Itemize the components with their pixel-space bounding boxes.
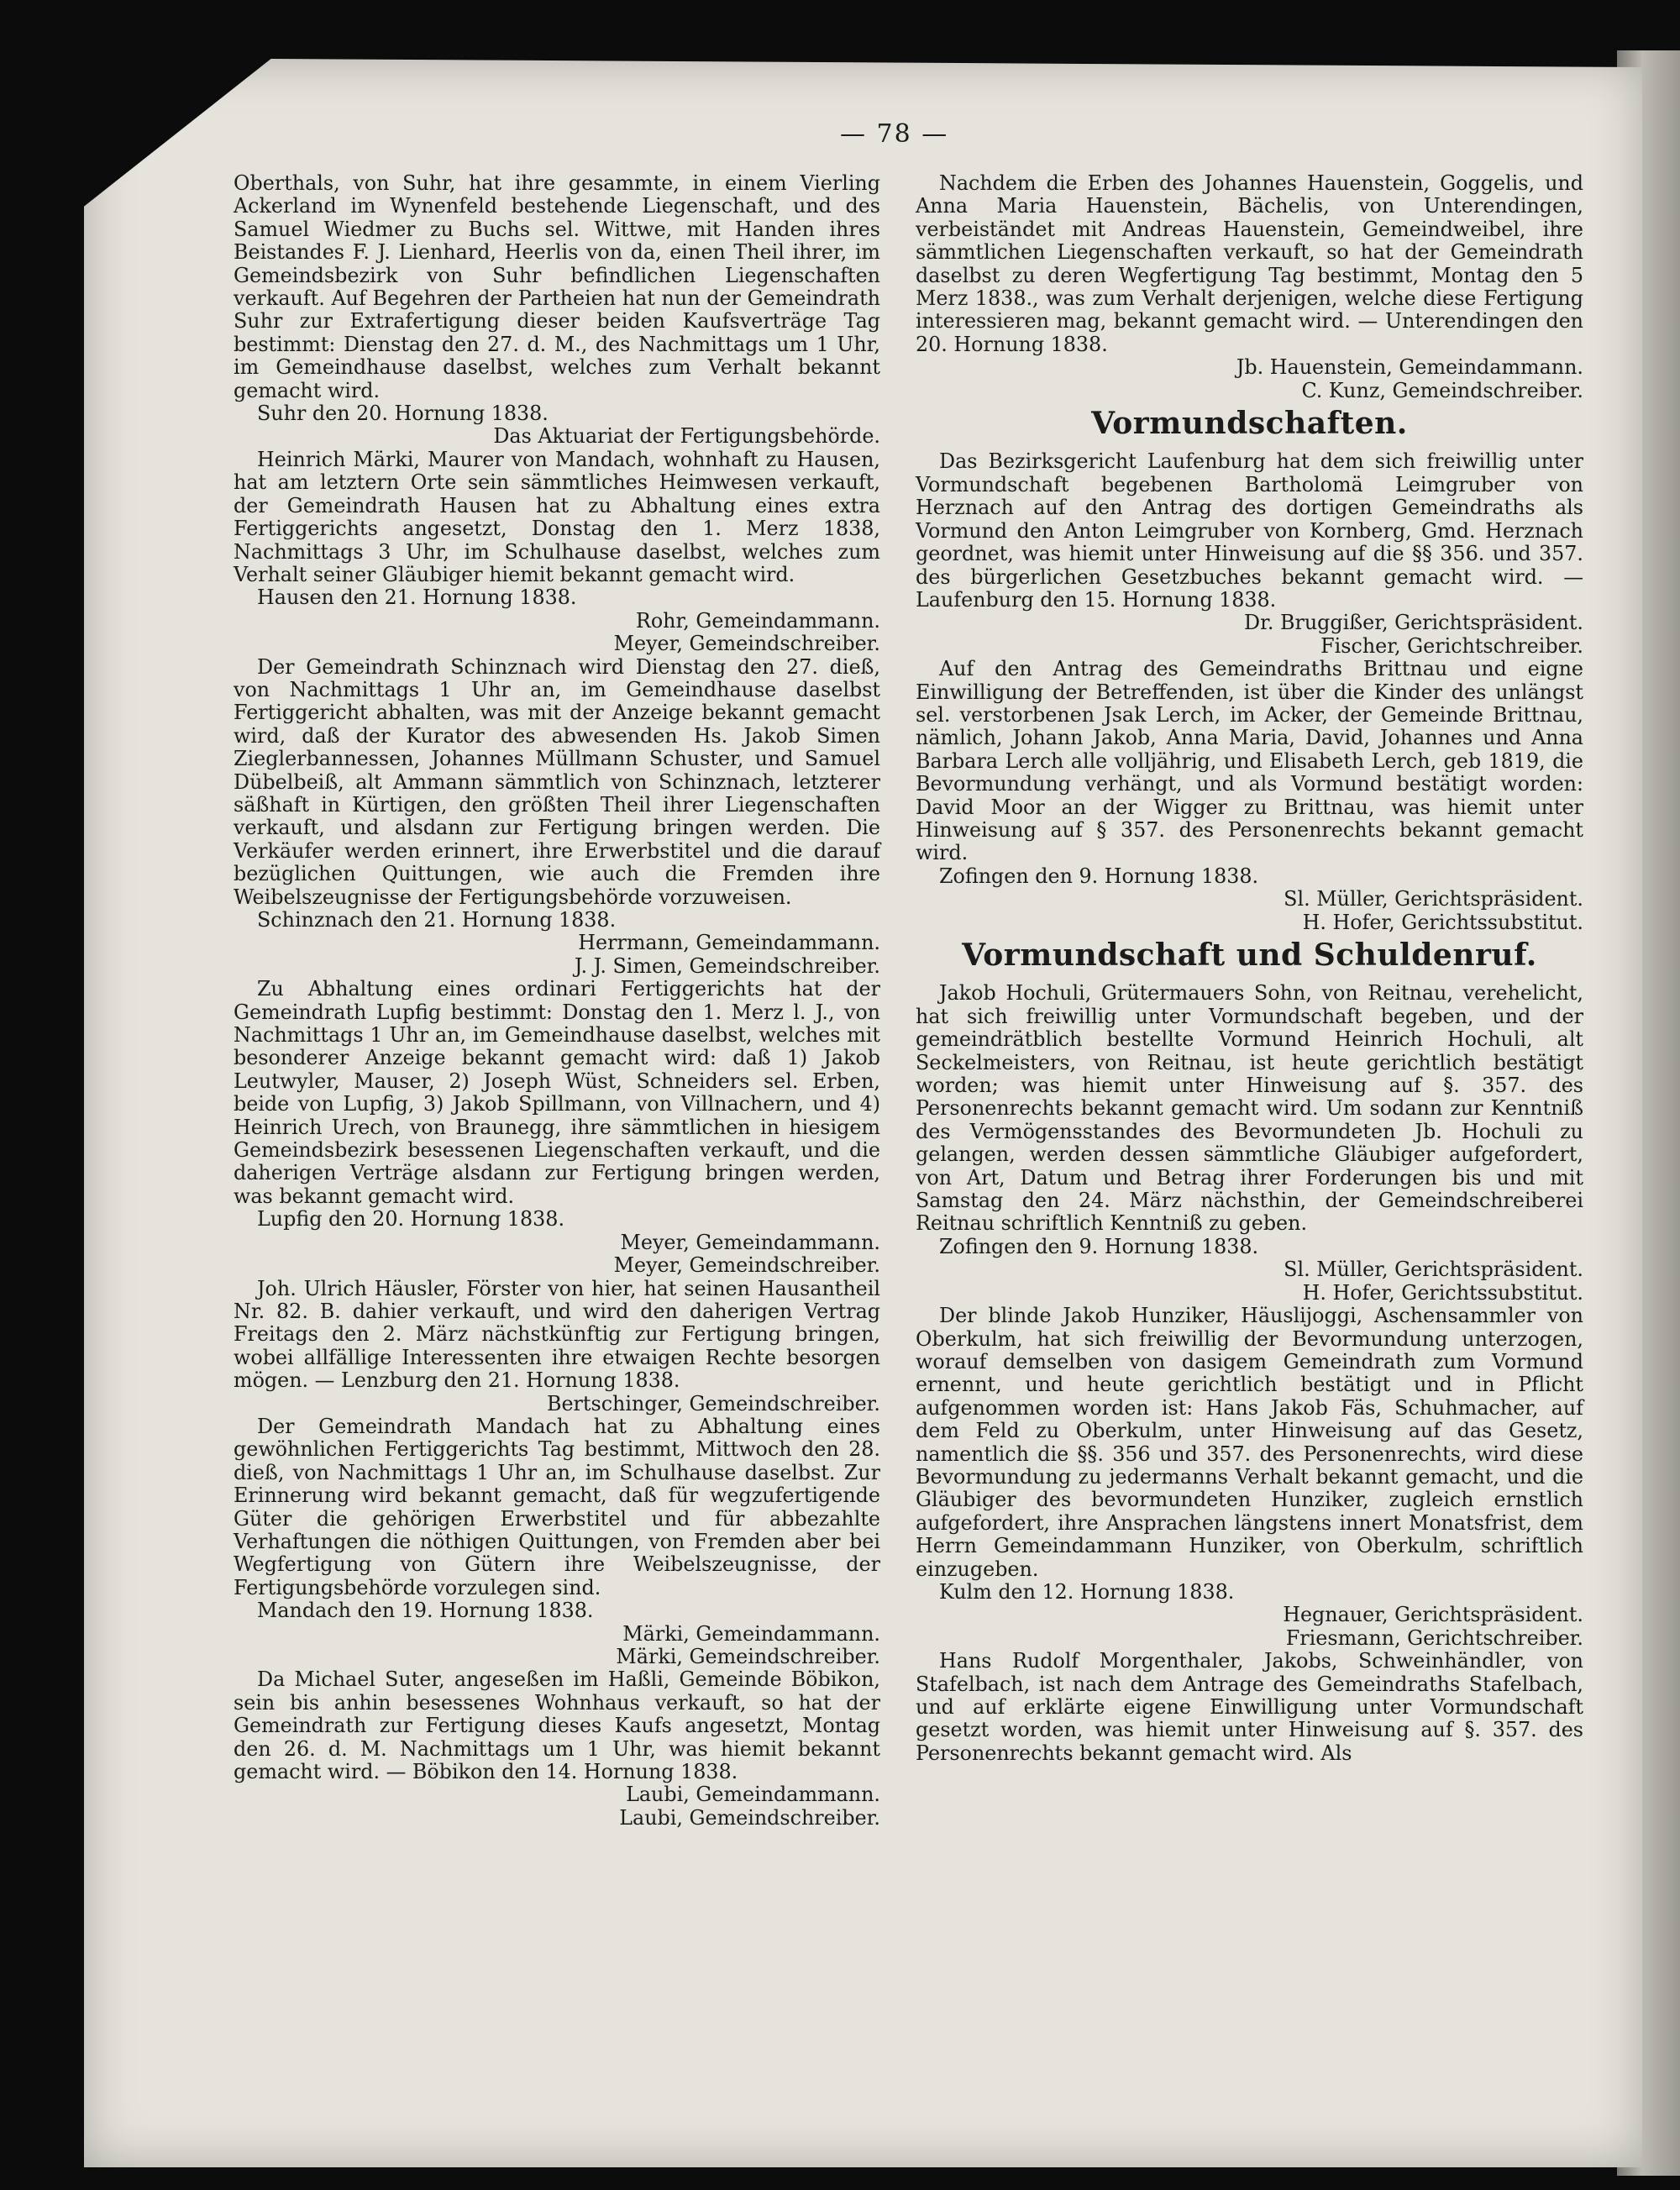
notice-body: Der blinde Jakob Hunziker, Häuslijoggi, Aschensammler von Oberkulm, hat sich freiwillig der Bevormundung unterzogen, worauf demselben von dasigem Gemeindrath zum Vormund ernennt, und heute gerichtlich bestätigt und in Pflicht aufgenommen worden ist: Hans Jakob Fäs, Schuhmacher, auf dem Feld zu Oberkulm, unter Hinweisung auf das Gesetz, namentlich die §§. 356 und 357. des Personenrechts, wird diese Bevormundung zu jedermanns Verhalt bekannt gemacht, und die Gläubiger des bevormundeten Hunziker, zugleich ernstlich aufgefordert, ihre Ansprachen längstens innert Monatsfrist, dem Herrn Gemeindammann Hunziker, von Oberkulm, schriftlich einzugeben.: [916, 1304, 1583, 1581]
notice-signature: J. J. Simen, Gemeindschreiber.: [574, 953, 880, 978]
notice-place-date: Lupfig den 20. Hornung 1838.: [257, 1207, 565, 1232]
notice-body: Das Bezirksgericht Laufenburg hat dem sich freiwillig unter Vormundschaft begebenen Bartholomä Leimgruber von Herznach auf den Antrag des dortigen Gemeindraths als Vormund den Anton Leimgruber von Kornberg, Gmd. Herznach geordnet, was hiemit unter Hinweisung auf die §§ 356. und 357. des bürgerlichen Gesetzbuches bekannt gemacht wird. — Laufenburg den 15. Hornung 1838.: [916, 449, 1583, 612]
notice-body: Nachdem die Erben des Johannes Hauenstein, Goggelis, und Anna Maria Hauenstein, Bächelis, von Unterendingen, verbeiständet mit Andreas Hauenstein, Gemeindweibel, ihre sämmtlichen Liegenschaften verkauft, so hat der Gemeindrath daselbst zu deren Wegfertigung Tag bestimmt, Montag den 5 Merz 1838., was zum Verhalt derjenigen, welche diese Fertigung interessieren mag, bekannt gemacht wird. — Unterendingen den 20. Hornung 1838.: [916, 171, 1583, 356]
notice-body: Joh. Ulrich Häusler, Förster von hier, hat seinen Hausantheil Nr. 82. B. dahier verkauft, und wird den daherigen Vertrag Freitags den 2. März nächstkünftig zur Fertigung bringen, wobei allfällige Interessenten ihre etwaigen Rechte besorgen mögen. — Lenzburg den 21. Hornung 1838.: [234, 1276, 880, 1393]
notice-signature: Friesmann, Gerichtschreiber.: [1285, 1625, 1583, 1650]
notice-body: Da Michael Suter, angeseßen im Haßli, Gemeinde Böbikon, sein bis anhin besessenes Wohnhaus verkauft, so hat der Gemeindrath zur Fertigung dieses Kaufs angesetzt, Montag den 26. d. M. Nachmittags um 1 Uhr, was hiemit bekannt gemacht wird. — Böbikon den 14. Hornung 1838.: [234, 1667, 880, 1784]
notice-place-date: Zofingen den 9. Hornung 1838.: [939, 1234, 1259, 1258]
notice-place-date: Schinznach den 21. Hornung 1838.: [257, 908, 617, 932]
notice-signature: Hegnauer, Gerichtspräsident.: [1283, 1603, 1583, 1627]
notice-signature: H. Hofer, Gerichtssubstitut.: [1302, 1280, 1583, 1305]
notice-signature: Meyer, Gemeindammann.: [620, 1230, 880, 1254]
notice-signature: Märki, Gemeindammann.: [622, 1621, 880, 1646]
notice-body: Der Gemeindrath Schinznach wird Dienstag den 27. dieß, von Nachmittags 1 Uhr an, im Gemeindhause daselbst Fertiggericht abhalten, was mit der Anzeige bekannt gemacht wird, daß der Kurator des abwesenden Hs. Jakob Simen Zieglerbannessen, Johannes Müllmann Schuster, und Samuel Dübelbeiß, alt Ammann sämmtlich von Schinznach, letzterer säßhaft in Kürtigen, den größten Theil ihrer Liegenschaften verkauft, und alsdann zur Fertigung bringen werden. Die Verkäufer werden erinnert, ihre Erwerbstitel und die darauf bezüglichen Quittungen, wie auch die Fremden ihre Weibelszeugnisse der Fertigungsbehörde vorzuweisen.: [234, 654, 880, 909]
notice-signature: C. Kunz, Gemeindschreiber.: [1301, 378, 1583, 402]
notice-signature: Laubi, Gemeindschreiber.: [619, 1805, 880, 1830]
notice: [916, 658, 1583, 934]
notice: [234, 449, 880, 656]
notice-place-date: Mandach den 19. Hornung 1838.: [257, 1599, 594, 1623]
notice-body: Der Gemeindrath Mandach hat zu Abhaltung eines gewöhnlichen Fertiggerichts Tag bestimmt, Mittwoch den 28. dieß, von Nachmittags 1 Uhr an, im Schulhause daselbst. Zur Erinnerung wird bekannt gemacht, daß für wegzufertigende Güter die gehörigen Erwerbstitel und für abbezahlte Verhaftungen die nöthigen Quittungen, von Fremden aber bei Wegfertigung von Gütern ihre Weibelszeugnisse, der Fertigungsbehörde vorzulegen sind.: [234, 1414, 880, 1599]
notice-signature: Rohr, Gemeindammann.: [635, 608, 880, 633]
notice-body: Hans Rudolf Morgenthaler, Jakobs, Schweinhändler, von Stafelbach, ist nach dem Antrage des Gemeindraths Stafelbach, und auf erklärte eigene Einwilligung unter Vormundschaft gesetzt worden, was hiemit unter Hinweisung auf §. 357. des Personenrechts bekannt gemacht wird. Als: [916, 1649, 1583, 1765]
notice: [234, 656, 880, 979]
notice-place-date: Kulm den 12. Hornung 1838.: [939, 1579, 1235, 1604]
notice-place-date: Hausen den 21. Hornung 1838.: [257, 586, 577, 610]
notice-body: Auf den Antrag des Gemeindraths Brittnau und eigne Einwilligung der Betreffenden, ist über die Kinder des unlängst sel. verstorbenen Jsak Lerch, im Acker, der Gemeinde Brittnau, nämlich, Johann Jakob, Anna Maria, David, Johannes und Anna Barbara Lerch alle volljährig, und Elisabeth Lerch, geb 1819, die Bevormundung verhängt, und als Vormund bestätigt worden: David Moor an der Wigger zu Brittnau, was hiemit unter Hinweisung auf § 357. des Personenrechts bekannt gemacht wird.: [916, 657, 1583, 865]
notice: [916, 1305, 1583, 1650]
notice-signature: Jb. Hauenstein, Gemeindammann.: [1236, 355, 1583, 380]
notice-body: Zu Abhaltung eines ordinari Fertiggerichts hat der Gemeindrath Lupfig bestimmt: Donstag den 1. Merz l. J., von Nachmittags 1 Uhr an, im Gemeindhause daselbst, welches mit besonderer Anzeige bekannt gemacht wird: daß 1) Jakob Leutwyler, Mauser, 2) Joseph Wüst, Schneiders sel. Erben, beide von Lupfig, 3) Jakob Spillmann, von Villnachern, und 4) Heinrich Urech, von Braunegg, ihre sämmtlichen in hiesigem Gemeindsbezirk besessenen Liegenschaften verkauft, und die daherigen Verträge alsdann zur Fertigung bringen werden, was bekannt gemacht wird.: [234, 977, 880, 1208]
left-column: [234, 172, 880, 1830]
notice-body: Heinrich Märki, Maurer von Mandach, wohnhaft zu Hausen, hat am letztern Orte sein sämmtliches Heimwesen verkauft, der Gemeindrath Hausen hat zu Abhaltung eines extra Fertiggerichts angesetzt, Donstag den 1. Merz 1838, Nachmittags 3 Uhr, im Schulhause daselbst, welches zum Verhalt seiner Gläubiger hiemit bekannt gemacht wird.: [234, 447, 880, 586]
notice: [916, 1650, 1583, 1765]
notice-signature: Bertschinger, Gemeindschreiber.: [546, 1391, 880, 1415]
notice-signature: Meyer, Gemeindschreiber.: [613, 1253, 880, 1278]
notice-signature: Märki, Gemeindschreiber.: [616, 1645, 880, 1668]
notice-signature: Sl. Müller, Gerichtspräsident.: [1284, 887, 1583, 911]
notice-signature: Herrmann, Gemeindammann.: [578, 931, 880, 955]
right-column: [916, 172, 1583, 1765]
notice-signature: Laubi, Gemeindammann.: [626, 1783, 880, 1807]
notice: [234, 1668, 880, 1830]
notice-signature: Das Aktuariat der Fertigungsbehörde.: [493, 424, 880, 449]
page-number: — 78 —: [840, 119, 949, 149]
notice-place-date: Suhr den 20. Hornung 1838.: [257, 402, 549, 426]
notice: [916, 982, 1583, 1305]
notice-body: Oberthals, von Suhr, hat ihre gesammte, in einem Vierling Ackerland im Wynenfeld bestehende Liegenschaft, und des Samuel Wiedmer zu Buchs sel. Wittwe, mit Handen ihres Beistandes F. J. Lienhard, Heerlis von da, einen Theil ihrer, im Gemeindsbezirk von Suhr befindlichen Liegenschaften verkauft. Auf Begehren der Partheien hat nun der Gemeindrath Suhr zur Extrafertigung dieser beiden Kaufsverträge Tag bestimmt: Dienstag den 27. d. M., des Nachmittags um 1 Uhr, im Gemeindhause daselbst, welches zum Verhalt bekannt gemacht wird.: [234, 171, 880, 402]
notice-signature: Sl. Müller, Gerichtspräsident.: [1284, 1258, 1583, 1282]
notice-signature: Fischer, Gerichtschreiber.: [1320, 633, 1583, 658]
notice-signature: H. Hofer, Gerichtssubstitut.: [1302, 910, 1583, 934]
notice-signature: Dr. Bruggißer, Gerichtspräsident.: [1243, 611, 1583, 635]
notice: [234, 978, 880, 1277]
section-heading-schuldenruf: Vormundschaft und Schuldenruf.: [962, 937, 1537, 973]
section-heading-vormundschaften: Vormundschaften.: [1091, 406, 1408, 442]
notice: [234, 172, 880, 449]
notice: [234, 1278, 880, 1415]
notice: [916, 450, 1583, 658]
notice-place-date: Zofingen den 9. Hornung 1838.: [939, 864, 1259, 888]
notice: [234, 1415, 880, 1668]
notice: [916, 172, 1583, 402]
notice-body: Jakob Hochuli, Grütermauers Sohn, von Reitnau, verehelicht, hat sich freiwillig unter Vormundschaft begeben, und der gemeindrätblich bestellte Vormund Heinrich Hochuli, alt Seckelmeisters, von Reitnau, ist heute gerichtlich bestätigt worden; was hiemit unter Hinweisung auf §. 357. des Personenrechts bekannt gemacht wird. Um sodann zur Kenntniß des Vermögensstandes des Bevormundeten Jb. Hochuli zu gelangen, werden dessen sämmtliche Gläubiger aufgefordert, von Art, Datum und Betrag ihrer Forderungen bis und mit Samstag den 24. März nächsthin, der Gemeindschreiberei Reitnau schriftlich Kenntniß zu geben.: [916, 981, 1583, 1236]
notice-signature: Meyer, Gemeindschreiber.: [613, 632, 880, 656]
